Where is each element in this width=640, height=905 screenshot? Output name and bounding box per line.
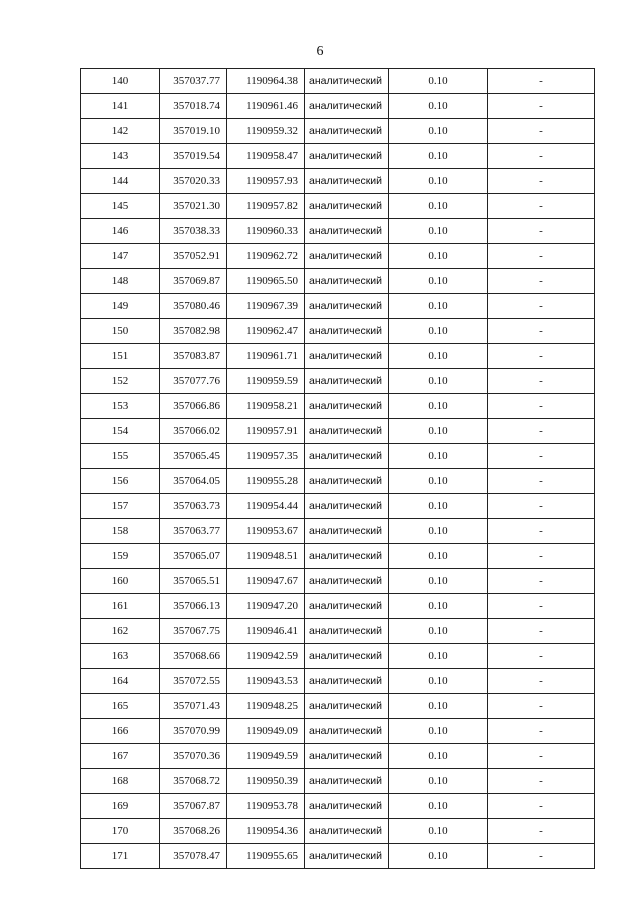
accuracy-cell: 0.10 [389,119,488,144]
x-coordinate-cell: 357037.77 [160,69,227,94]
method-cell: аналитический [305,719,389,744]
note-cell: - [488,94,595,119]
method-cell: аналитический [305,69,389,94]
y-coordinate-cell: 1190967.39 [227,294,305,319]
accuracy-cell: 0.10 [389,569,488,594]
accuracy-cell: 0.10 [389,469,488,494]
table-row [81,169,595,194]
note-cell: - [488,294,595,319]
y-coordinate-cell: 1190958.21 [227,394,305,419]
point-number-cell: 154 [81,419,160,444]
point-number-cell: 164 [81,669,160,694]
method-cell: аналитический [305,419,389,444]
note-cell: - [488,769,595,794]
method-cell: аналитический [305,519,389,544]
x-coordinate-cell: 357070.36 [160,744,227,769]
point-number-cell: 163 [81,644,160,669]
y-coordinate-cell: 1190949.09 [227,719,305,744]
y-coordinate-cell: 1190950.39 [227,769,305,794]
note-cell: - [488,819,595,844]
table-row [81,319,595,344]
note-cell: - [488,444,595,469]
note-cell: - [488,219,595,244]
note-cell: - [488,144,595,169]
method-cell: аналитический [305,669,389,694]
note-cell: - [488,569,595,594]
accuracy-cell: 0.10 [389,94,488,119]
x-coordinate-cell: 357069.87 [160,269,227,294]
note-cell: - [488,519,595,544]
accuracy-cell: 0.10 [389,669,488,694]
note-cell: - [488,169,595,194]
x-coordinate-cell: 357071.43 [160,694,227,719]
table-row [81,144,595,169]
accuracy-cell: 0.10 [389,544,488,569]
table-row [81,419,595,444]
method-cell: аналитический [305,544,389,569]
table-row [81,844,595,869]
point-number-cell: 152 [81,369,160,394]
y-coordinate-cell: 1190957.35 [227,444,305,469]
table-row [81,694,595,719]
x-coordinate-cell: 357082.98 [160,319,227,344]
accuracy-cell: 0.10 [389,644,488,669]
point-number-cell: 165 [81,694,160,719]
method-cell: аналитический [305,569,389,594]
y-coordinate-cell: 1190943.53 [227,669,305,694]
page-number: 6 [316,44,324,59]
y-coordinate-cell: 1190955.65 [227,844,305,869]
accuracy-cell: 0.10 [389,694,488,719]
accuracy-cell: 0.10 [389,169,488,194]
note-cell: - [488,469,595,494]
y-coordinate-cell: 1190949.59 [227,744,305,769]
note-cell: - [488,844,595,869]
point-number-cell: 143 [81,144,160,169]
table-row [81,444,595,469]
accuracy-cell: 0.10 [389,394,488,419]
y-coordinate-cell: 1190959.32 [227,119,305,144]
table-row [81,494,595,519]
x-coordinate-cell: 357068.72 [160,769,227,794]
accuracy-cell: 0.10 [389,419,488,444]
y-coordinate-cell: 1190962.72 [227,244,305,269]
accuracy-cell: 0.10 [389,144,488,169]
table-row [81,394,595,419]
y-coordinate-cell: 1190947.67 [227,569,305,594]
note-cell: - [488,344,595,369]
point-number-cell: 167 [81,744,160,769]
accuracy-cell: 0.10 [389,194,488,219]
method-cell: аналитический [305,844,389,869]
point-number-cell: 155 [81,444,160,469]
y-coordinate-cell: 1190957.82 [227,194,305,219]
y-coordinate-cell: 1190964.38 [227,69,305,94]
x-coordinate-cell: 357066.13 [160,594,227,619]
table-row [81,69,595,94]
x-coordinate-cell: 357063.77 [160,519,227,544]
accuracy-cell: 0.10 [389,319,488,344]
table-row [81,544,595,569]
note-cell: - [488,419,595,444]
x-coordinate-cell: 357064.05 [160,469,227,494]
y-coordinate-cell: 1190961.46 [227,94,305,119]
accuracy-cell: 0.10 [389,294,488,319]
accuracy-cell: 0.10 [389,219,488,244]
table-row [81,594,595,619]
point-number-cell: 141 [81,94,160,119]
method-cell: аналитический [305,269,389,294]
table-row [81,619,595,644]
note-cell: - [488,719,595,744]
point-number-cell: 147 [81,244,160,269]
method-cell: аналитический [305,194,389,219]
x-coordinate-cell: 357019.10 [160,119,227,144]
x-coordinate-cell: 357021.30 [160,194,227,219]
accuracy-cell: 0.10 [389,444,488,469]
table-body [81,69,595,869]
x-coordinate-cell: 357068.26 [160,819,227,844]
method-cell: аналитический [305,94,389,119]
x-coordinate-cell: 357020.33 [160,169,227,194]
table-row [81,94,595,119]
method-cell: аналитический [305,319,389,344]
note-cell: - [488,119,595,144]
point-number-cell: 159 [81,544,160,569]
point-number-cell: 151 [81,344,160,369]
note-cell: - [488,269,595,294]
method-cell: аналитический [305,594,389,619]
x-coordinate-cell: 357038.33 [160,219,227,244]
method-cell: аналитический [305,244,389,269]
table-row [81,269,595,294]
accuracy-cell: 0.10 [389,344,488,369]
x-coordinate-cell: 357065.51 [160,569,227,594]
table-row [81,794,595,819]
x-coordinate-cell: 357077.76 [160,369,227,394]
x-coordinate-cell: 357066.02 [160,419,227,444]
note-cell: - [488,394,595,419]
x-coordinate-cell: 357065.45 [160,444,227,469]
x-coordinate-cell: 357067.75 [160,619,227,644]
table-row [81,519,595,544]
y-coordinate-cell: 1190942.59 [227,644,305,669]
point-number-cell: 148 [81,269,160,294]
method-cell: аналитический [305,494,389,519]
table-row [81,819,595,844]
y-coordinate-cell: 1190960.33 [227,219,305,244]
note-cell: - [488,594,595,619]
method-cell: аналитический [305,144,389,169]
x-coordinate-cell: 357072.55 [160,669,227,694]
point-number-cell: 146 [81,219,160,244]
accuracy-cell: 0.10 [389,619,488,644]
accuracy-cell: 0.10 [389,494,488,519]
y-coordinate-cell: 1190957.91 [227,419,305,444]
point-number-cell: 160 [81,569,160,594]
point-number-cell: 156 [81,469,160,494]
method-cell: аналитический [305,469,389,494]
point-number-cell: 157 [81,494,160,519]
accuracy-cell: 0.10 [389,769,488,794]
table-row [81,244,595,269]
point-number-cell: 142 [81,119,160,144]
accuracy-cell: 0.10 [389,794,488,819]
accuracy-cell: 0.10 [389,69,488,94]
method-cell: аналитический [305,794,389,819]
x-coordinate-cell: 357067.87 [160,794,227,819]
point-number-cell: 149 [81,294,160,319]
table-row [81,669,595,694]
note-cell: - [488,369,595,394]
point-number-cell: 162 [81,619,160,644]
note-cell: - [488,494,595,519]
note-cell: - [488,669,595,694]
x-coordinate-cell: 357068.66 [160,644,227,669]
note-cell: - [488,619,595,644]
note-cell: - [488,644,595,669]
method-cell: аналитический [305,444,389,469]
method-cell: аналитический [305,744,389,769]
y-coordinate-cell: 1190958.47 [227,144,305,169]
y-coordinate-cell: 1190961.71 [227,344,305,369]
y-coordinate-cell: 1190962.47 [227,319,305,344]
table-row [81,469,595,494]
x-coordinate-cell: 357066.86 [160,394,227,419]
y-coordinate-cell: 1190947.20 [227,594,305,619]
table-row [81,119,595,144]
method-cell: аналитический [305,369,389,394]
note-cell: - [488,194,595,219]
point-number-cell: 144 [81,169,160,194]
point-number-cell: 150 [81,319,160,344]
y-coordinate-cell: 1190957.93 [227,169,305,194]
method-cell: аналитический [305,119,389,144]
point-number-cell: 170 [81,819,160,844]
x-coordinate-cell: 357065.07 [160,544,227,569]
method-cell: аналитический [305,169,389,194]
y-coordinate-cell: 1190955.28 [227,469,305,494]
x-coordinate-cell: 357063.73 [160,494,227,519]
y-coordinate-cell: 1190946.41 [227,619,305,644]
point-number-cell: 168 [81,769,160,794]
note-cell: - [488,544,595,569]
method-cell: аналитический [305,219,389,244]
y-coordinate-cell: 1190953.78 [227,794,305,819]
method-cell: аналитический [305,619,389,644]
method-cell: аналитический [305,694,389,719]
method-cell: аналитический [305,394,389,419]
x-coordinate-cell: 357078.47 [160,844,227,869]
table-row [81,344,595,369]
x-coordinate-cell: 357083.87 [160,344,227,369]
y-coordinate-cell: 1190948.25 [227,694,305,719]
table-row [81,369,595,394]
method-cell: аналитический [305,819,389,844]
accuracy-cell: 0.10 [389,369,488,394]
note-cell: - [488,319,595,344]
table-row [81,744,595,769]
accuracy-cell: 0.10 [389,819,488,844]
method-cell: аналитический [305,769,389,794]
y-coordinate-cell: 1190959.59 [227,369,305,394]
table-row [81,294,595,319]
accuracy-cell: 0.10 [389,844,488,869]
accuracy-cell: 0.10 [389,594,488,619]
table-row [81,219,595,244]
table-row [81,569,595,594]
point-number-cell: 145 [81,194,160,219]
accuracy-cell: 0.10 [389,269,488,294]
x-coordinate-cell: 357080.46 [160,294,227,319]
y-coordinate-cell: 1190953.67 [227,519,305,544]
y-coordinate-cell: 1190948.51 [227,544,305,569]
x-coordinate-cell: 357018.74 [160,94,227,119]
accuracy-cell: 0.10 [389,244,488,269]
accuracy-cell: 0.10 [389,719,488,744]
note-cell: - [488,694,595,719]
table-row [81,769,595,794]
point-number-cell: 158 [81,519,160,544]
note-cell: - [488,794,595,819]
accuracy-cell: 0.10 [389,744,488,769]
method-cell: аналитический [305,294,389,319]
y-coordinate-cell: 1190965.50 [227,269,305,294]
coordinates-table [80,68,595,869]
point-number-cell: 166 [81,719,160,744]
note-cell: - [488,744,595,769]
method-cell: аналитический [305,644,389,669]
y-coordinate-cell: 1190954.36 [227,819,305,844]
point-number-cell: 169 [81,794,160,819]
x-coordinate-cell: 357052.91 [160,244,227,269]
accuracy-cell: 0.10 [389,519,488,544]
method-cell: аналитический [305,344,389,369]
note-cell: - [488,69,595,94]
point-number-cell: 140 [81,69,160,94]
point-number-cell: 161 [81,594,160,619]
note-cell: - [488,244,595,269]
point-number-cell: 153 [81,394,160,419]
table-row [81,644,595,669]
y-coordinate-cell: 1190954.44 [227,494,305,519]
table-row [81,719,595,744]
table-row [81,194,595,219]
point-number-cell: 171 [81,844,160,869]
x-coordinate-cell: 357070.99 [160,719,227,744]
x-coordinate-cell: 357019.54 [160,144,227,169]
